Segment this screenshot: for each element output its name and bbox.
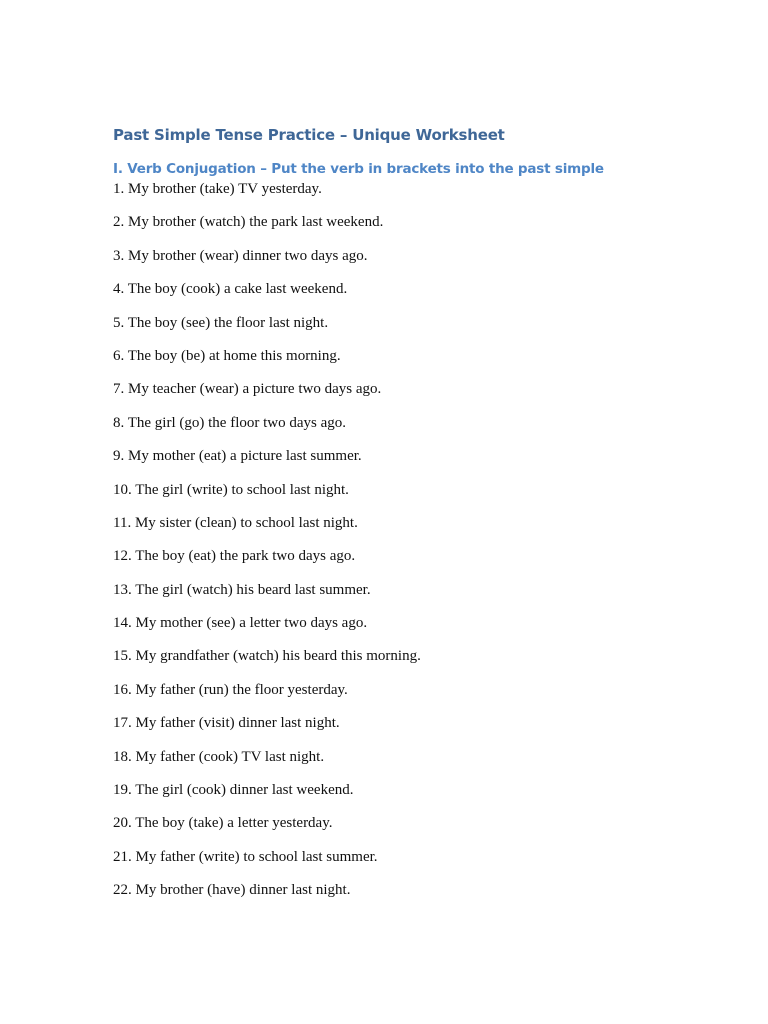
worksheet-page [113, 122, 693, 915]
question-item: 12. The boy (eat) the park two days ago. [113, 548, 356, 565]
question-item: 3. My brother (wear) dinner two days ago. [113, 247, 368, 264]
question-item: 22. My brother (have) dinner last night. [113, 882, 351, 899]
question-item: 6. The boy (be) at home this morning. [113, 347, 341, 364]
question-item: 18. My father (cook) TV last night. [113, 748, 325, 765]
question-item: 7. My teacher (wear) a picture two days ago. [113, 381, 382, 398]
question-item: 8. The girl (go) the floor two days ago. [113, 414, 347, 431]
question-item: 13. The girl (watch) his beard last summer. [113, 581, 371, 598]
question-item: 4. The boy (cook) a cake last weekend. [113, 281, 348, 298]
question-list [113, 180, 693, 915]
page-title: Past Simple Tense Practice – Unique Worksheet [113, 126, 505, 144]
question-item: 15. My grandfather (watch) his beard this morning. [113, 648, 421, 665]
question-item: 14. My mother (see) a letter two days ago. [113, 615, 368, 632]
section-heading: I. Verb Conjugation – Put the verb in brackets into the past simple [113, 161, 604, 177]
question-item: 5. The boy (see) the floor last night. [113, 314, 329, 331]
question-item: 1. My brother (take) TV yesterday. [113, 181, 322, 197]
question-item: 21. My father (write) to school last summer. [113, 848, 378, 865]
question-item: 2. My brother (watch) the park last weekend. [113, 214, 384, 231]
question-item: 9. My mother (eat) a picture last summer. [113, 448, 362, 465]
question-item: 10. The girl (write) to school last night. [113, 481, 349, 498]
question-item: 19. The girl (cook) dinner last weekend. [113, 782, 354, 799]
question-item: 11. My sister (clean) to school last night. [113, 514, 358, 531]
question-item: 17. My father (visit) dinner last night. [113, 715, 340, 732]
question-item: 16. My father (run) the floor yesterday. [113, 681, 348, 698]
question-item: 20. The boy (take) a letter yesterday. [113, 815, 333, 832]
